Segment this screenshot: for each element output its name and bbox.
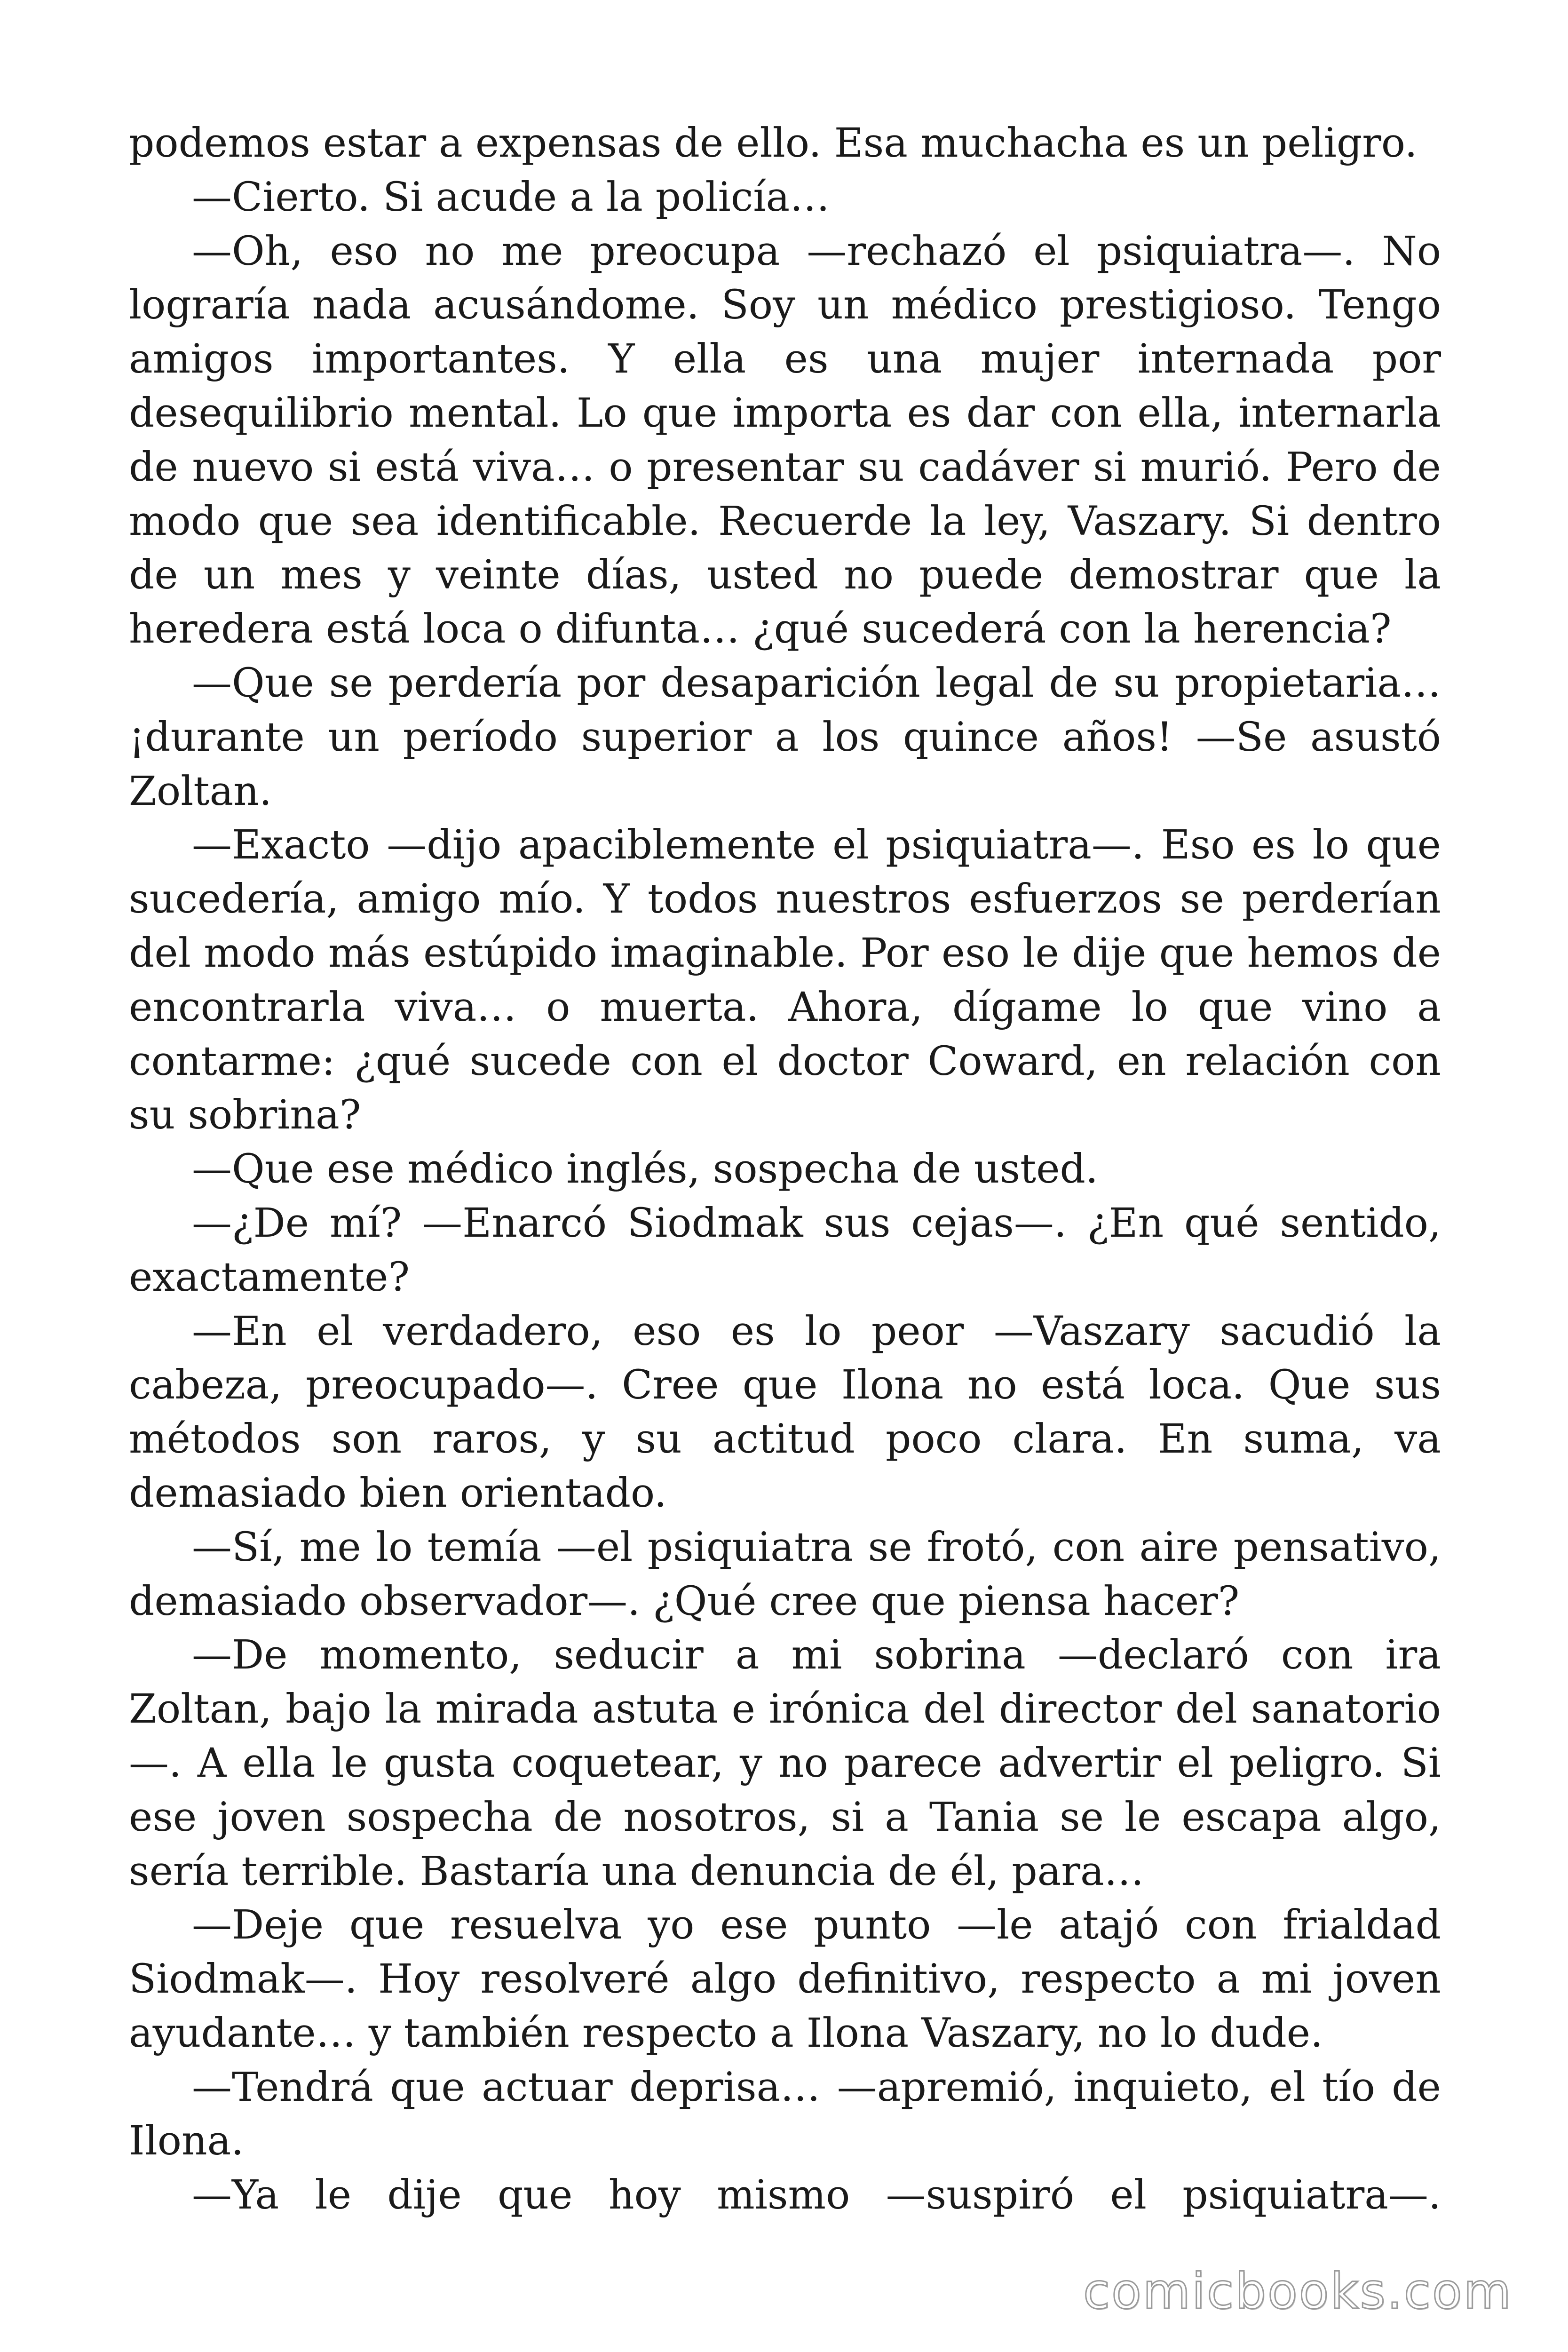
paragraph: podemos estar a expensas de ello. Esa muchacha es un peligro. [129, 120, 1418, 167]
paragraph: —Oh, eso no me preocupa —rechazó el psiquiatra—. No lograría nada acusándome. Soy un médico prestigioso. Tengo amigos importantes. Y ella es una mujer internada por desequilibrio mental. Lo que importa es dar con ella, internarla de nuevo si está viva… o presentar su cadáver si murió. Pero de modo que sea identificable. Recuerde la ley, Vaszary. Si dentro de un mes y veinte días, usted no puede demostrar que la heredera está loca o difunta… ¿qué sucederá con la herencia? [129, 228, 1441, 653]
paragraph: —¿De mí? —Enarcó Siodmak sus cejas—. ¿En qué sentido, exactamente? [129, 1200, 1441, 1301]
paragraph: —De momento, seducir a mi sobrina —declaró con ira Zoltan, bajo la mirada astuta e irónica del director del sanatorio—. A ella le gusta coquetear, y no parece advertir el peligro. Si ese joven sospecha de nosotros, si a Tania se le escapa algo, sería terrible. Bastaría una denuncia de él, para… [129, 1632, 1441, 1895]
paragraph: —Ya le dije que hoy mismo —suspiró el psiquiatra—. [192, 2172, 1441, 2219]
paragraph: —Tendrá que actuar deprisa… —apremió, inquieto, el tío de Ilona. [129, 2064, 1441, 2165]
book-page-text [129, 117, 1441, 2223]
paragraph: —En el verdadero, eso es lo peor —Vaszary sacudió la cabeza, preocupado—. Cree que Ilona no está loca. Que sus métodos son raros, y su actitud poco clara. En suma, va demasiado bien orientado. [129, 1308, 1441, 1517]
paragraph: —Sí, me lo temía —el psiquiatra se frotó, con aire pensativo, demasiado observador—. ¿Qué cree que piensa hacer? [129, 1524, 1441, 1625]
paragraph: —Que ese médico inglés, sospecha de usted. [192, 1146, 1098, 1193]
paragraph: —Deje que resuelva yo ese punto —le atajó con frialdad Siodmak—. Hoy resolveré algo definitivo, respecto a mi joven ayudante… y también respecto a Ilona Vaszary, no lo dude. [129, 1902, 1441, 2057]
paragraph: —Que se perdería por desaparición legal de su propietaria… ¡durante un período superior a los quince años! —Se asustó Zoltan. [129, 660, 1441, 815]
paragraph: —Exacto —dijo apaciblemente el psiquiatra—. Eso es lo que sucedería, amigo mío. Y todos nuestros esfuerzos se perderían del modo más estúpido imaginable. Por eso le dije que hemos de encontrarla viva… o muerta. Ahora, dígame lo que vino a contarme: ¿qué sucede con el doctor Coward, en relación con su sobrina? [129, 822, 1441, 1139]
watermark: comicbooks.com [1083, 2263, 1513, 2320]
paragraph: —Cierto. Si acude a la policía… [192, 174, 830, 221]
